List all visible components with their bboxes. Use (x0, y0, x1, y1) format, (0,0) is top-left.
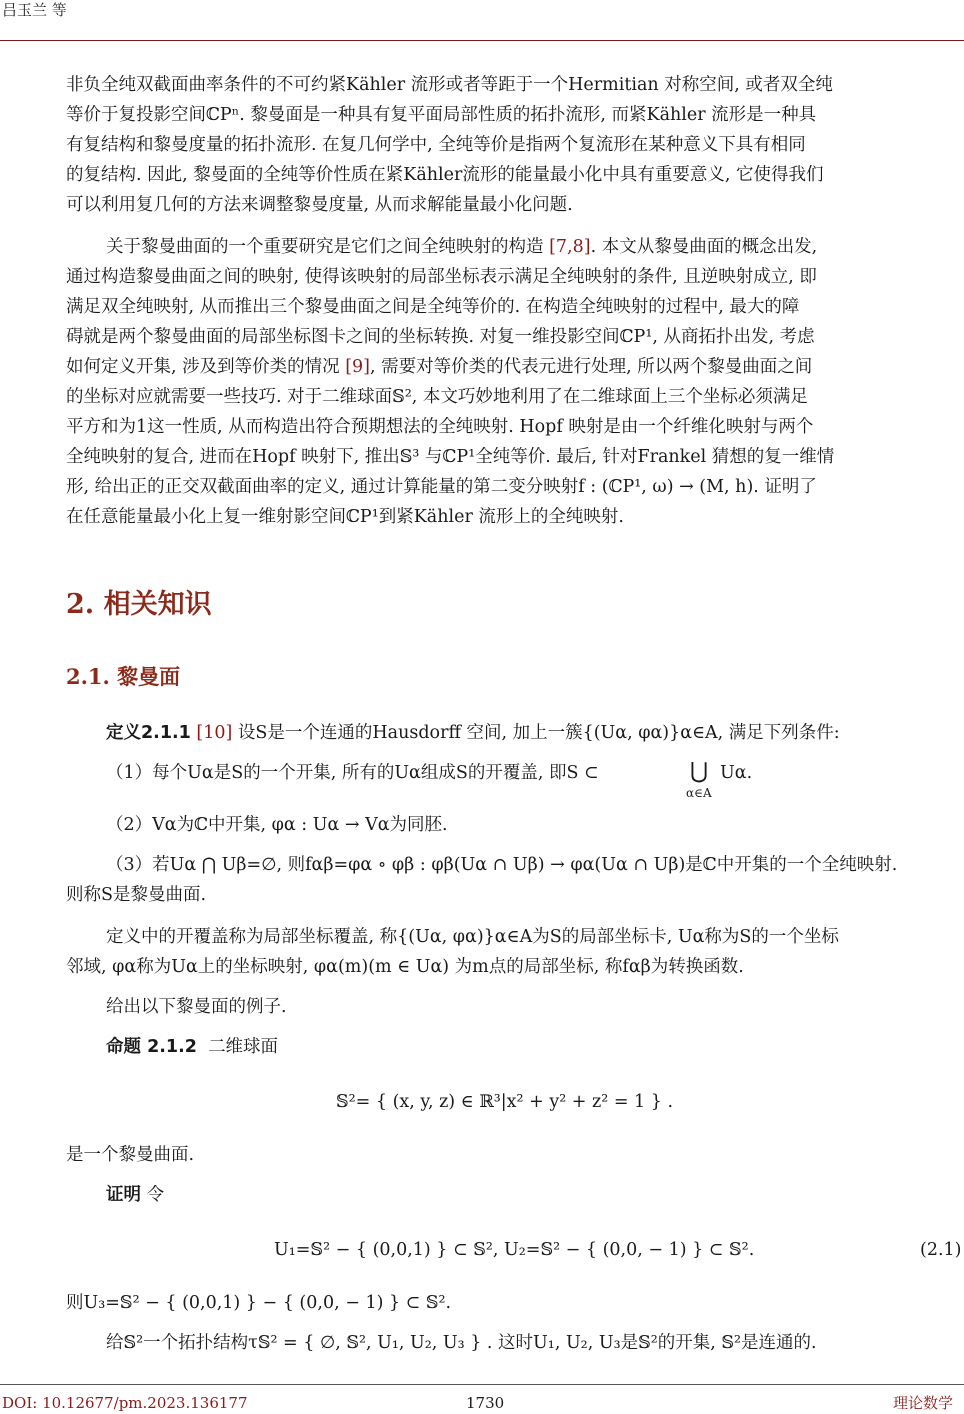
text-line (106, 236, 964, 258)
definition-line (106, 722, 964, 744)
text-line: 全纯映射的复合, 进而在Hopf 映射下, 推出𝕊³ 与ℂP¹全纯等价. 最后, 针对Frankel 猜想的复一维情 (66, 447, 835, 467)
citation-link[interactable]: [10] (196, 723, 233, 743)
journal-name: 理论数学 (893, 1394, 954, 1412)
text-span: 设S是一个连通的Hausdorff 空间, 加上一簇{(Uα, φα)}α∈A, 满足下列条件: (232, 723, 840, 743)
text-line: 给𝕊²一个拓扑结构τ𝕊² = { ∅, 𝕊², U₁, U₂, U₃ } . 这时U₁, U₂, U₃是𝕊²的开集, 𝕊²是连通的. (106, 1333, 817, 1353)
header-rule (0, 40, 964, 41)
running-header-authors: 吕玉兰 等 (2, 1, 67, 19)
text-line: 形, 给出正的正交双截面曲率的定义, 通过计算能量的第二变分映射f : (ℂP¹, ω) → (M, h). 证明了 (66, 477, 817, 497)
text-line: 的坐标对应就需要一些技巧. 对于二维球面𝕊², 本文巧妙地利用了在二维球面上三个坐标必须满足 (66, 387, 808, 407)
union-subscript: α∈A (686, 786, 712, 800)
text-line: 的复结构. 因此, 黎曼面的全纯等价性质在紧Kähler流形的能量最小化中具有重要意义, 它使得我们 (66, 165, 824, 185)
footer-rule (0, 1384, 964, 1385)
condition-1: （1）每个Uα是S的一个开集, 所有的Uα组成S的开覆盖, 即S ⊂ (106, 763, 599, 783)
text-line: 给出以下黎曼面的例子. (106, 997, 287, 1017)
condition-1-tail: Uα. (720, 763, 753, 783)
proof-line (106, 1184, 964, 1206)
union-symbol: ⋃ (690, 759, 709, 784)
citation-link[interactable]: [9] (345, 357, 370, 377)
text-span: 二维球面 (208, 1037, 279, 1057)
text-line: 可以利用复几何的方法来调整黎曼度量, 从而求解能量最小化问题. (66, 195, 573, 215)
subsection-heading: 2.1. 黎曼面 (66, 664, 181, 689)
text-span: 令 (141, 1185, 165, 1205)
text-line: 则U₃=𝕊² − { (0,0,1) } − { (0,0, − 1) } ⊂ 𝕊². (66, 1293, 452, 1313)
equation-2-1: U₁=𝕊² − { (0,0,1) } ⊂ 𝕊², U₂=𝕊² − { (0,0, − 1) } ⊂ 𝕊². (274, 1240, 755, 1260)
text-line (66, 356, 964, 378)
equation-sphere: 𝕊²= { (x, y, z) ∈ ℝ³|x² + y² + z² = 1 } . (336, 1092, 674, 1112)
proposition-label: 命题 2.1.2 (106, 1037, 197, 1057)
text-span: 关于黎曼曲面的一个重要研究是它们之间全纯映射的构造 (106, 237, 550, 257)
proof-label: 证明 (106, 1185, 141, 1205)
text-line: 有复结构和黎曼度量的拓扑流形. 在复几何学中, 全纯等价是指两个复流形在某种意义下具有相同 (66, 135, 806, 155)
definition-label: 定义2.1.1 (106, 723, 191, 743)
text-line: 是一个黎曼曲面. (66, 1145, 195, 1165)
text-line: 在任意能量最小化上复一维射影空间ℂP¹到紧Kähler 流形上的全纯映射. (66, 507, 624, 527)
equation-number: (2.1) (920, 1240, 962, 1260)
text-line: 通过构造黎曼曲面之间的映射, 使得该映射的局部坐标表示满足全纯映射的条件, 且逆映射成立, 即 (66, 267, 817, 287)
footer-doi[interactable]: DOI: 10.12677/pm.2023.136177 (2, 1394, 248, 1412)
text-line: 等价于复投影空间ℂPⁿ. 黎曼面是一种具有复平面局部性质的拓扑流形, 而紧Kähler 流形是一种具 (66, 105, 817, 125)
text-line: 碍就是两个黎曼曲面的局部坐标图卡之间的坐标转换. 对复一维投影空间ℂP¹, 从商拓扑出发, 考虑 (66, 327, 815, 347)
text-line: 定义中的开覆盖称为局部坐标覆盖, 称{(Uα, φα)}α∈A为S的局部坐标卡, Uα称为S的一个坐标 (106, 927, 839, 947)
text-line: 邻域, φα称为Uα上的坐标映射, φα(m)(m ∈ Uα) 为m点的局部坐标, 称fαβ为转换函数. (66, 957, 744, 977)
text-line: 非负全纯双截面曲率条件的不可约紧Kähler 流形或者等距于一个Hermitian 对称空间, 或者双全纯 (66, 75, 833, 95)
condition-2: （2）Vα为ℂ中开集, φα : Uα → Vα为同胚. (106, 815, 448, 835)
text-line: 满足双全纯映射, 从而推出三个黎曼曲面之间是全纯等价的. 在构造全纯映射的过程中, 最大的障 (66, 297, 800, 317)
definition-conclusion: 则称S是黎曼曲面. (66, 885, 207, 905)
page-number: 1730 (466, 1394, 505, 1412)
text-line: 平方和为1这一性质, 从而构造出符合预期想法的全纯映射. Hopf 映射是由一个纤维化映射与两个 (66, 417, 814, 437)
condition-3: （3）若Uα ⋂ Uβ=∅, 则fαβ=φα ∘ φβ : φβ(Uα ∩ Uβ) → φα(Uα ∩ Uβ)是ℂ中开集的一个全纯映射. (106, 855, 898, 875)
section-heading: 2. 相关知识 (66, 589, 212, 620)
citation-link[interactable]: [7,8] (549, 237, 591, 257)
text-span: . 本文从黎曼曲面的概念出发, (590, 237, 818, 257)
proposition-line (106, 1036, 964, 1058)
text-span: , 需要对等价类的代表元进行处理, 所以两个黎曼曲面之间 (369, 357, 813, 377)
text-span: 如何定义开集, 涉及到等价类的情况 (66, 357, 346, 377)
